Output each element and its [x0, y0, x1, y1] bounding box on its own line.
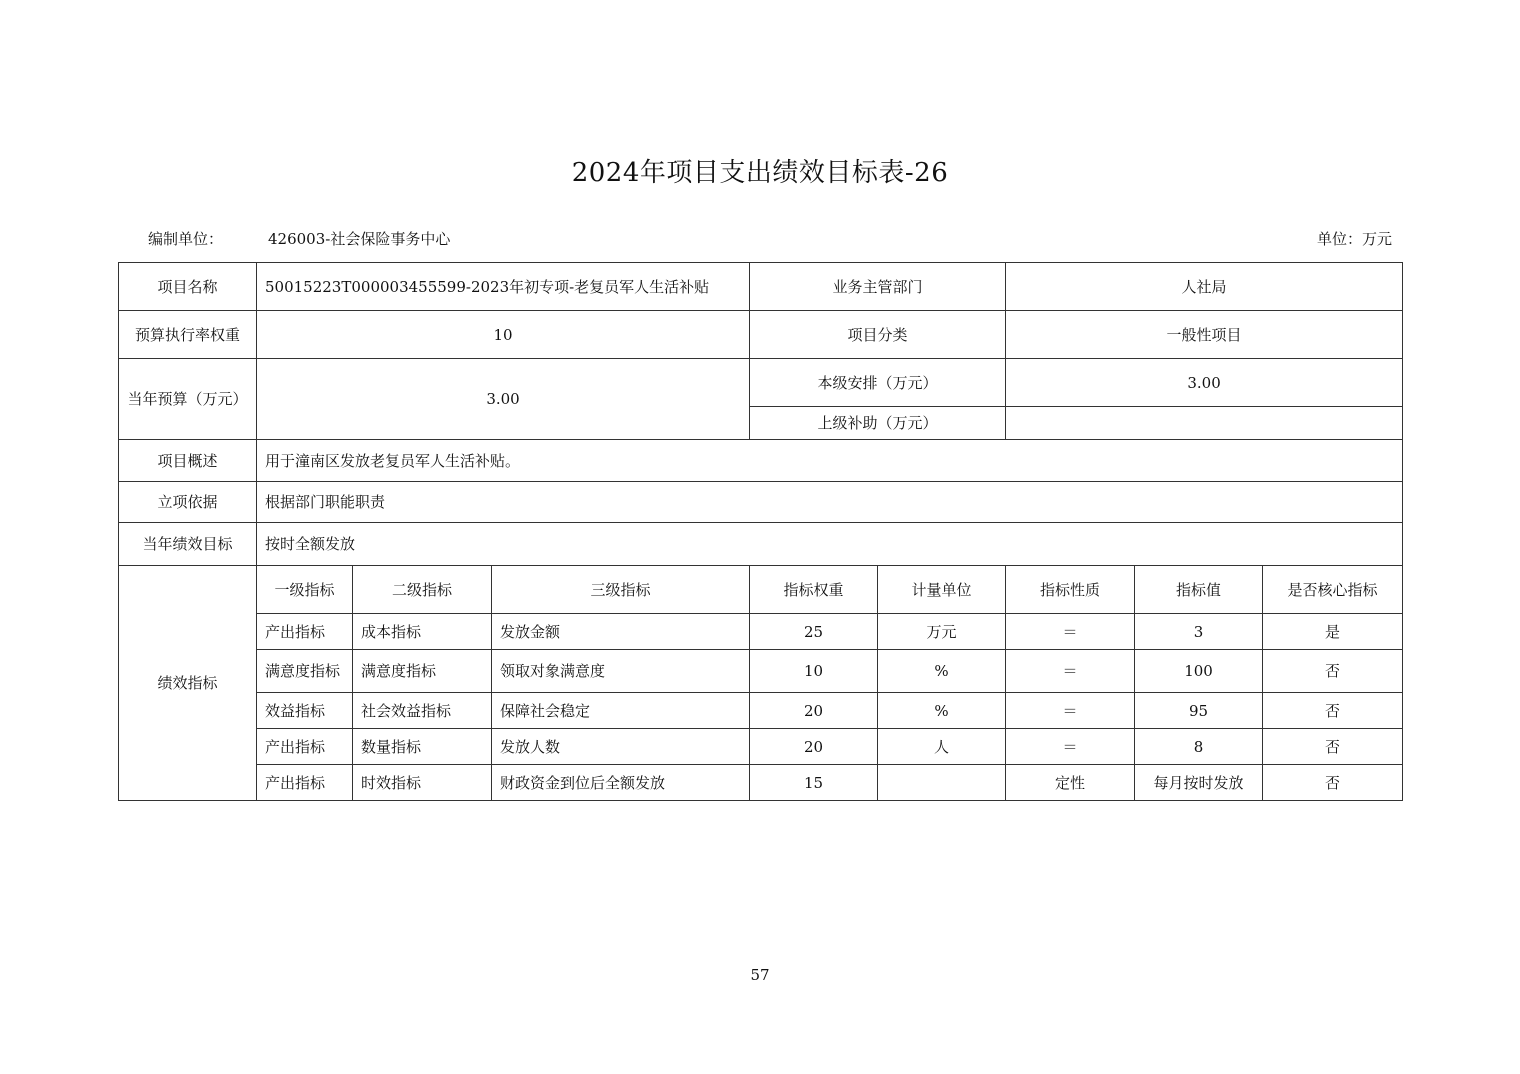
dept-value: 人社局: [1006, 263, 1403, 311]
weight-value: 10: [257, 311, 750, 359]
table-row: [119, 650, 1403, 693]
overview-label: 项目概述: [119, 440, 257, 482]
level1-cell: 满意度指标: [257, 650, 353, 693]
header-cell: 指标权重: [750, 566, 878, 614]
core-cell: 否: [1263, 729, 1403, 765]
org-value: 426003-社会保险事务中心: [268, 230, 451, 248]
indicators-section-label: 绩效指标: [119, 566, 257, 801]
page-title: 2024年项目支出绩效目标表-26: [571, 158, 949, 188]
goal-value: 按时全额发放: [257, 523, 1403, 566]
core-cell: 否: [1263, 650, 1403, 693]
weight-cell: 20: [750, 729, 878, 765]
weight-label: 预算执行率权重: [119, 311, 257, 359]
level2-cell: 满意度指标: [353, 650, 492, 693]
upper-value: [1006, 407, 1403, 440]
nature-cell: ＝: [1006, 614, 1135, 650]
basis-label: 立项依据: [119, 482, 257, 523]
indicator-header-row: [119, 566, 1403, 614]
table-row: [119, 765, 1403, 801]
budget-label: 当年预算（万元）: [119, 359, 257, 440]
nature-cell: ＝: [1006, 650, 1135, 693]
table-row: [119, 482, 1403, 523]
table-row: [119, 693, 1403, 729]
nature-cell: ＝: [1006, 693, 1135, 729]
performance-table: [118, 262, 1403, 801]
level2-cell: 数量指标: [353, 729, 492, 765]
org-label: 编制单位：: [148, 230, 224, 248]
basis-value: 根据部门职能职责: [257, 482, 1403, 523]
goal-label: 当年绩效目标: [119, 523, 257, 566]
header-cell: 一级指标: [257, 566, 353, 614]
table-row: [119, 440, 1403, 482]
header-cell: 计量单位: [878, 566, 1006, 614]
local-label: 本级安排（万元）: [750, 359, 1006, 407]
level1-cell: 效益指标: [257, 693, 353, 729]
level3-cell: 保障社会稳定: [492, 693, 750, 729]
weight-cell: 25: [750, 614, 878, 650]
header-cell: 三级指标: [492, 566, 750, 614]
unit-cell: 万元: [878, 614, 1006, 650]
level1-cell: 产出指标: [257, 614, 353, 650]
header-cell: 指标性质: [1006, 566, 1135, 614]
unit-cell: [878, 765, 1006, 801]
level3-cell: 发放人数: [492, 729, 750, 765]
header-cell: 指标值: [1135, 566, 1263, 614]
budget-value: 3.00: [257, 359, 750, 440]
level1-cell: 产出指标: [257, 729, 353, 765]
header-cell: 是否核心指标: [1263, 566, 1403, 614]
level3-cell: 领取对象满意度: [492, 650, 750, 693]
header-cell: 二级指标: [353, 566, 492, 614]
value-cell: 每月按时发放: [1135, 765, 1263, 801]
level2-cell: 社会效益指标: [353, 693, 492, 729]
table-row: [119, 523, 1403, 566]
page-number: 57: [750, 966, 770, 984]
weight-cell: 10: [750, 650, 878, 693]
table-row: [119, 263, 1403, 311]
level3-cell: 财政资金到位后全额发放: [492, 765, 750, 801]
weight-cell: 20: [750, 693, 878, 729]
overview-value: 用于潼南区发放老复员军人生活补贴。: [257, 440, 1403, 482]
level2-cell: 时效指标: [353, 765, 492, 801]
unit-cell: %: [878, 650, 1006, 693]
value-cell: 8: [1135, 729, 1263, 765]
value-cell: 3: [1135, 614, 1263, 650]
project-name-value: 50015223T000003455599-2023年初专项-老复员军人生活补贴: [257, 263, 750, 311]
nature-cell: 定性: [1006, 765, 1135, 801]
level3-cell: 发放金额: [492, 614, 750, 650]
category-label: 项目分类: [750, 311, 1006, 359]
project-name-label: 项目名称: [119, 263, 257, 311]
unit-cell: 人: [878, 729, 1006, 765]
core-cell: 否: [1263, 693, 1403, 729]
level2-cell: 成本指标: [353, 614, 492, 650]
level1-cell: 产出指标: [257, 765, 353, 801]
value-cell: 95: [1135, 693, 1263, 729]
value-cell: 100: [1135, 650, 1263, 693]
core-cell: 是: [1263, 614, 1403, 650]
nature-cell: ＝: [1006, 729, 1135, 765]
table-row: [119, 311, 1403, 359]
unit-cell: %: [878, 693, 1006, 729]
dept-label: 业务主管部门: [750, 263, 1006, 311]
upper-label: 上级补助（万元）: [750, 407, 1006, 440]
category-value: 一般性项目: [1006, 311, 1403, 359]
core-cell: 否: [1263, 765, 1403, 801]
table-row: [119, 614, 1403, 650]
table-row: [119, 729, 1403, 765]
weight-cell: 15: [750, 765, 878, 801]
unit-label: 单位：万元: [1316, 230, 1392, 248]
table-row: [119, 359, 1403, 407]
local-value: 3.00: [1006, 359, 1403, 407]
